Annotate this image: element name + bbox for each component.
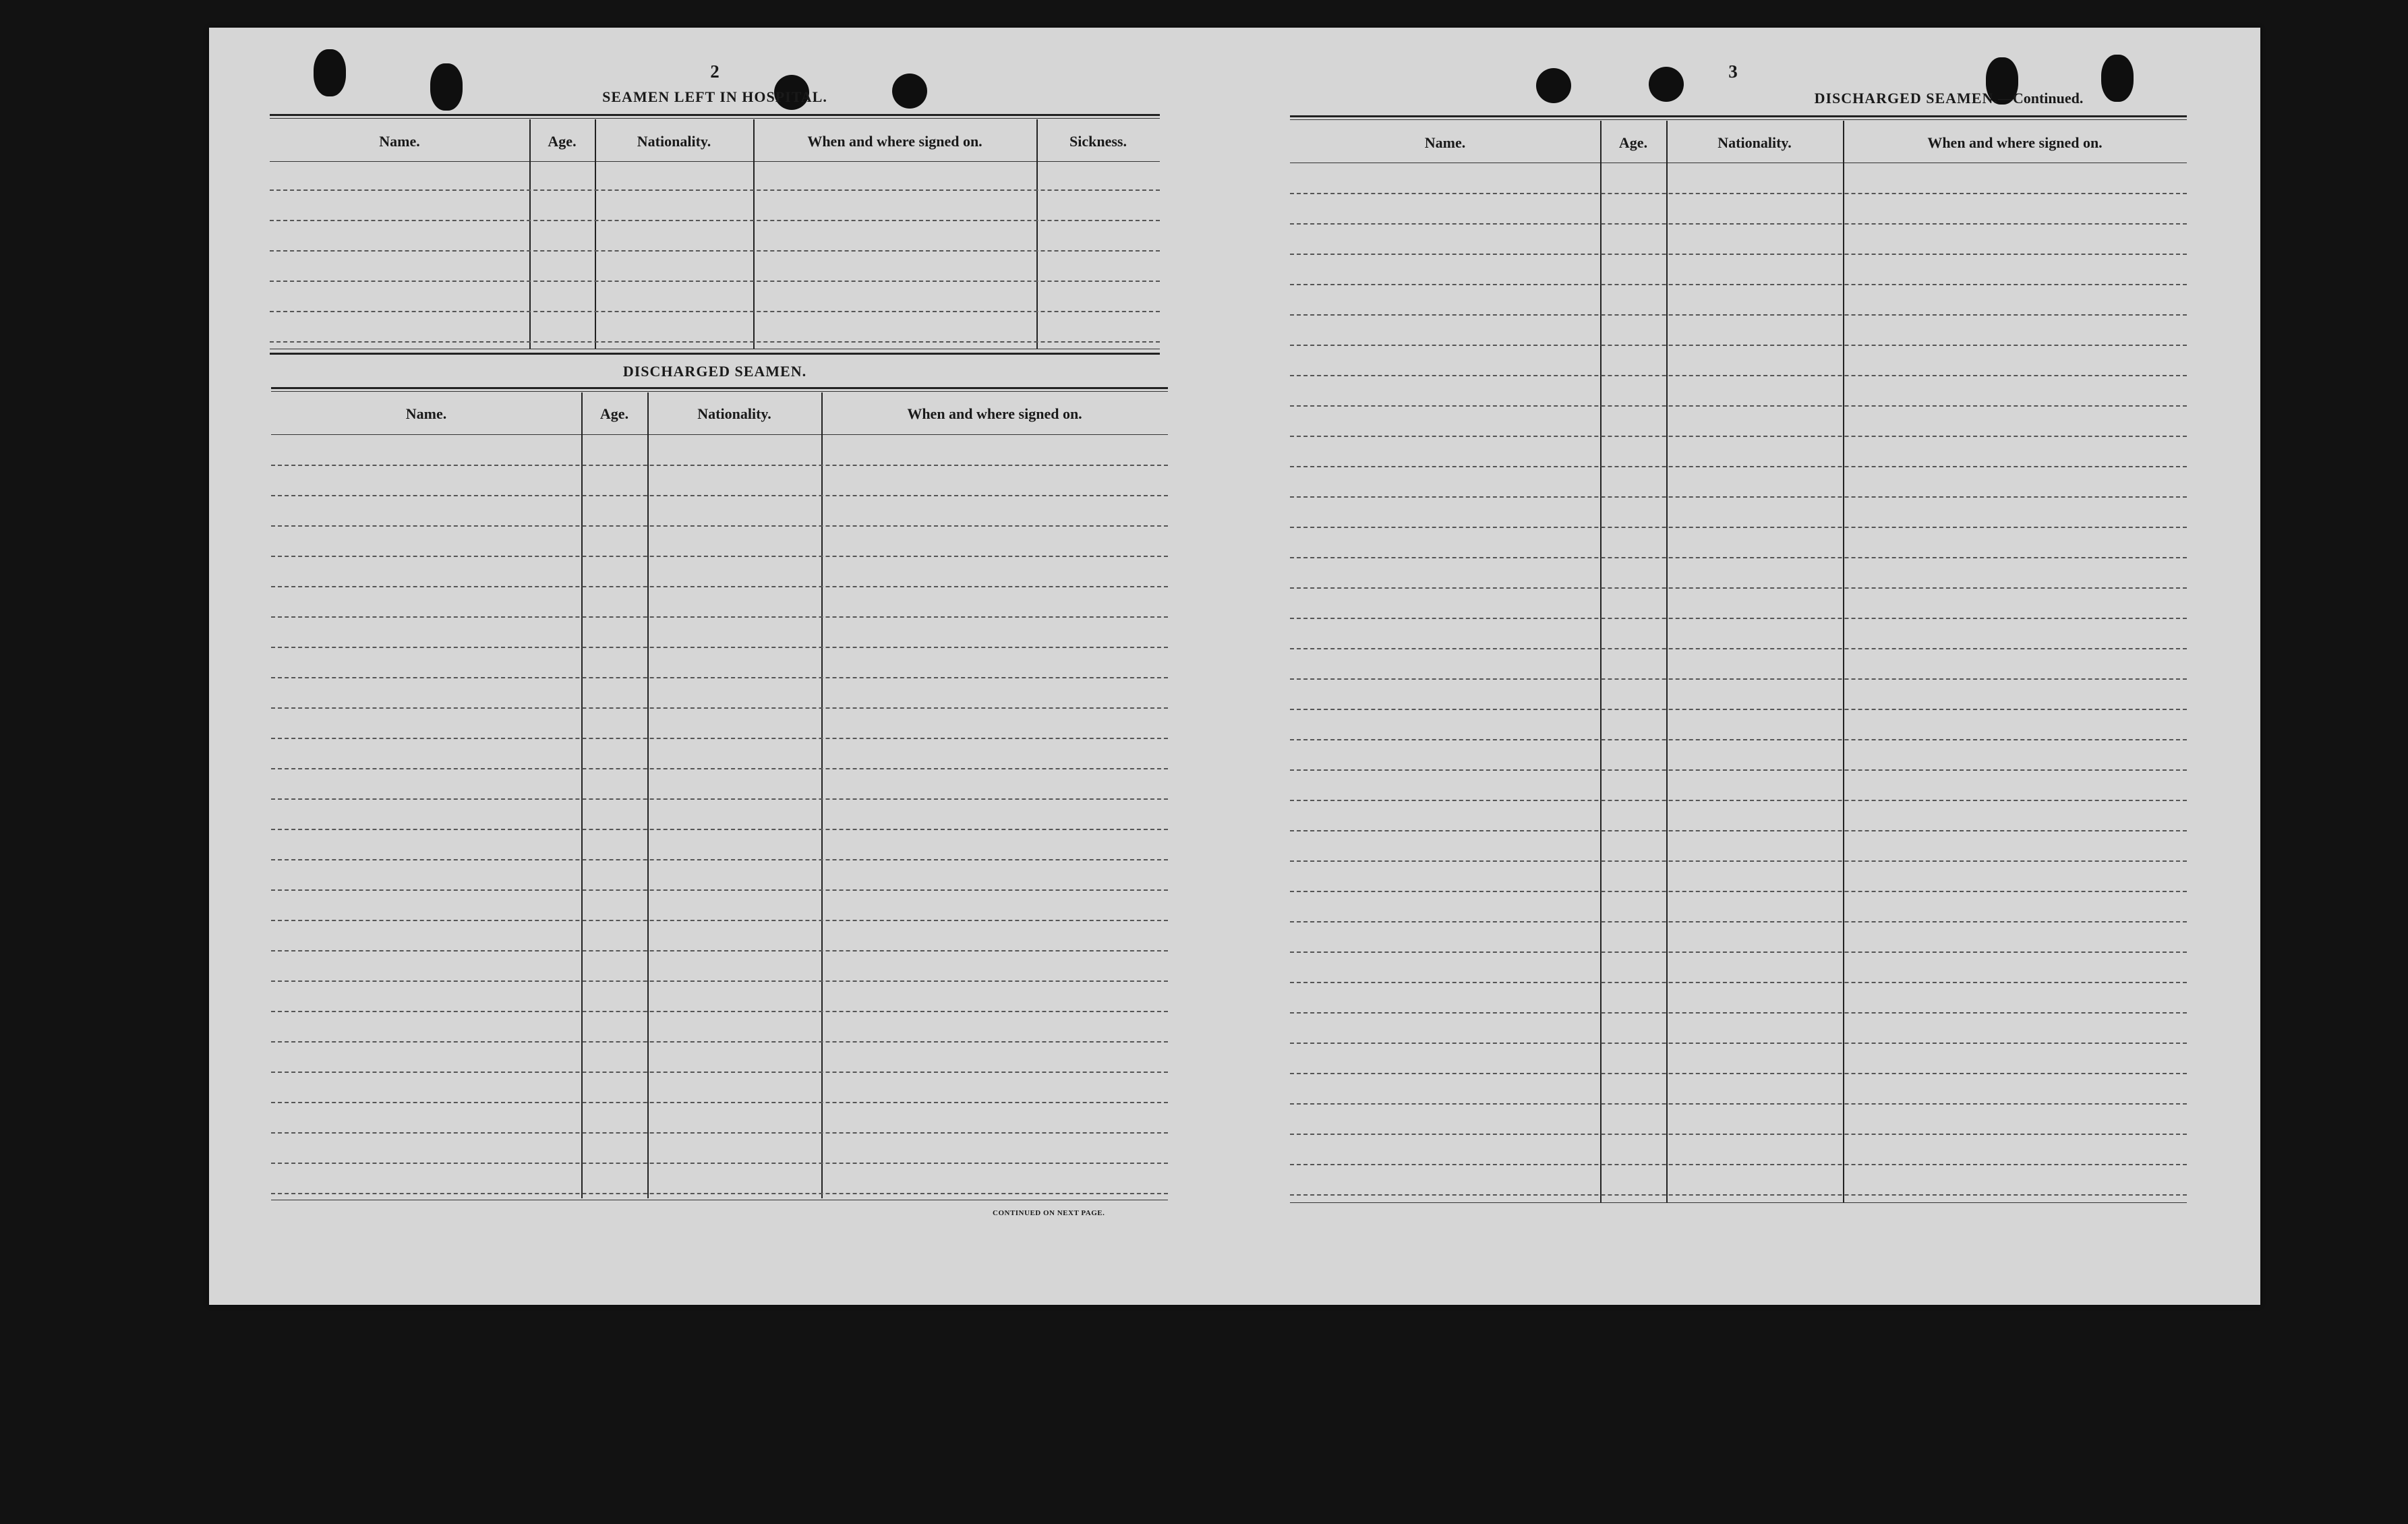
column-header-signed-on: When and where signed on. [907, 405, 1082, 422]
column-header-sickness: Sickness. [1069, 133, 1127, 150]
column-header-age: Age. [599, 405, 629, 422]
column-header-age: Age. [548, 133, 577, 150]
discharged-table-left [271, 387, 1168, 1237]
punch-hole [314, 49, 346, 96]
page-number-right: 3 [1728, 61, 1738, 82]
column-header-nationality: Nationality. [1717, 134, 1792, 151]
column-header-nationality: Nationality. [637, 133, 711, 150]
column-header-nationality: Nationality. [697, 405, 771, 422]
continued-note: CONTINUED ON NEXT PAGE. [993, 1209, 1105, 1217]
column-header-name: Name. [405, 405, 447, 422]
column-header-signed-on: When and where signed on. [807, 133, 982, 150]
hospital-table [270, 114, 1160, 387]
punch-hole [1649, 67, 1684, 102]
punch-hole [892, 74, 927, 109]
page-number-left: 2 [710, 61, 720, 82]
punch-hole [1536, 68, 1571, 103]
hospital-section-title: SEAMEN LEFT IN HOSPITAL. [602, 88, 827, 105]
column-header-signed-on: When and where signed on. [1927, 134, 2103, 151]
discharged-table-right [1290, 115, 2187, 1235]
discharged-continued-title [1780, 90, 2117, 107]
document-sheet [209, 28, 2260, 1305]
discharged-title-text: DISCHARGED SEAMEN. [1814, 90, 1998, 107]
column-header-name: Name. [1424, 134, 1466, 151]
column-header-age: Age. [1618, 134, 1648, 151]
punch-hole [430, 63, 463, 111]
discharged-section-title: DISCHARGED SEAMEN. [622, 363, 807, 380]
column-header-name: Name. [379, 133, 420, 150]
continued-suffix: —Continued. [1997, 90, 2084, 107]
